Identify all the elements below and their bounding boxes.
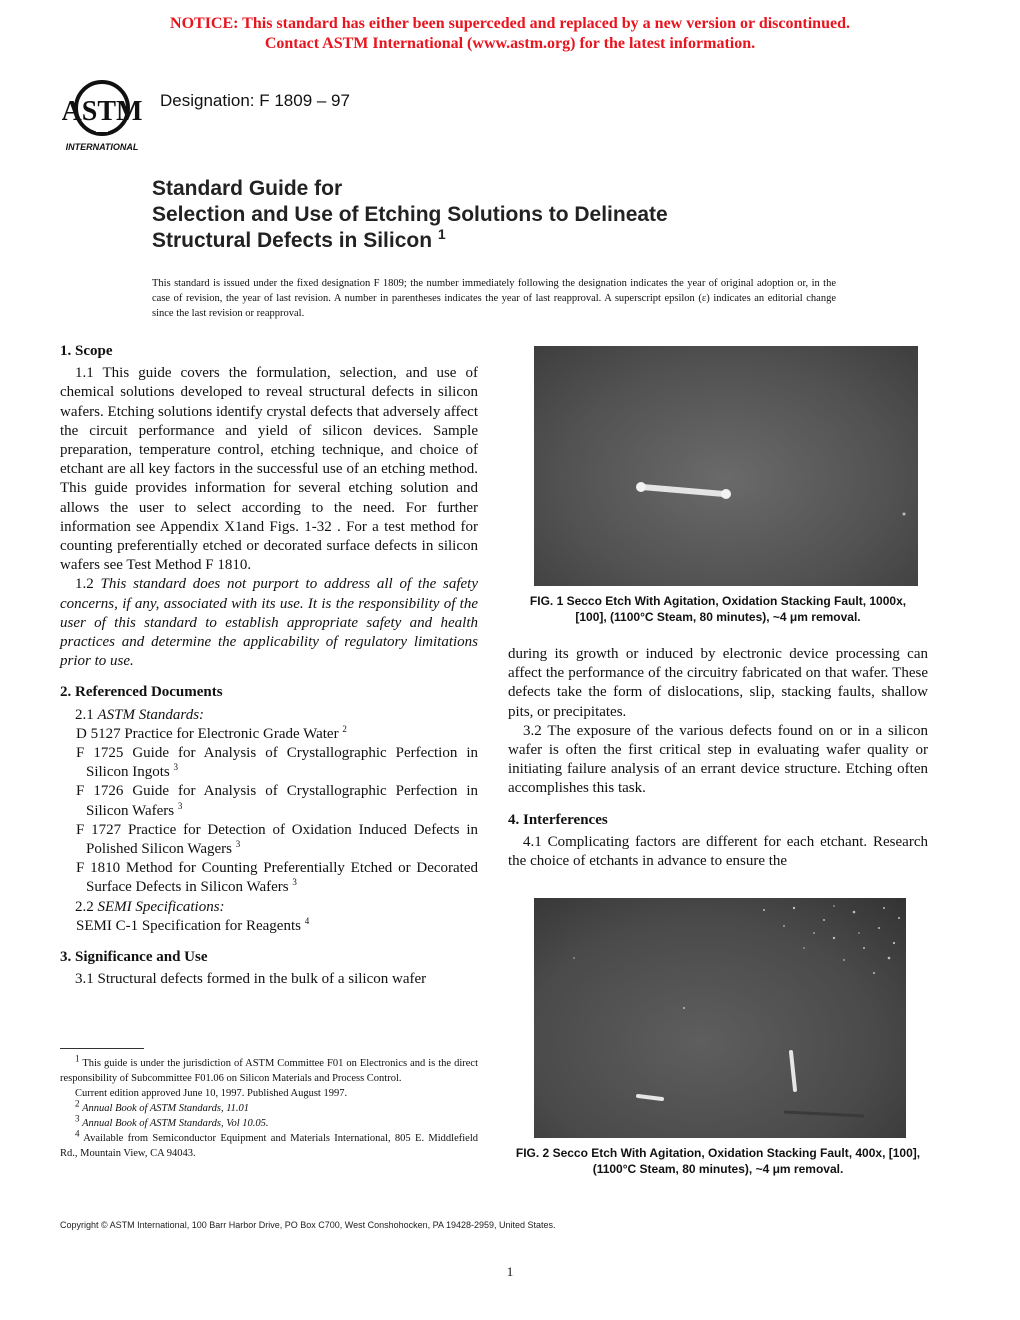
designation: Designation: F 1809 – 97	[160, 91, 350, 110]
semi-specifications-label: 2.2 SEMI Specifications:	[75, 898, 225, 915]
figure-2-caption: FIG. 2 Secco Etch With Agitation, Oxidation Stacking Fault, 400x, [100], (1100°C Steam, 80 minutes), ~4 μm removal.	[515, 1146, 921, 1176]
issue-note: This standard is issued under the fixed designation F 1809; the number immediately following the designation indicates the year of original adoption or, in the case of revision, the year of last revision. A number in parentheses indicates the year of last reapproval. A superscript epsilon (ε) indicates an editorial change since the last revision or reapproval.	[152, 278, 836, 319]
section-heading-interferences: 4. Interferences	[508, 811, 608, 828]
scope-paragraph-1: 1.1 This guide covers the formulation, selection, and use of chemical solutions developed to reveal structural defects in silicon wafers. Etching solutions identify crystal defects that adversely affect the circuit performance and yield of silicon devices. Sample preparation, temperature control, etching technique, and choice of etchant are all key factors in the successful use of an etching method. This guide provides information for several etching solution and allows the user to select according to the need. For further information see Appendix X1and Figs. 1-32 . For a test method for counting preferentially etched or decorated surface defects in silicon wafers see Test Method F 1810.	[60, 365, 478, 574]
copyright-line: Copyright © ASTM International, 100 Barr Harbor Drive, PO Box C700, West Conshohocken, PA 19428-2959, United States.	[60, 1220, 556, 1230]
discontinued-notice	[0, 14, 1020, 54]
astm-logo	[62, 76, 146, 152]
stacking-fault-icon	[534, 346, 918, 586]
section-heading-scope: 1. Scope	[60, 343, 113, 359]
footnote-1: $^1$ This guide is under the jurisdiction of ASTM Committee F01 on Electronics and is the direct responsibility of Subcommittee F01.06 on Silicon Materials and Process Control.	[60, 1053, 478, 1084]
title-line-2: Selection and Use of Etching Solutions to Delineate	[152, 203, 668, 226]
logo-wordmark: ASTM	[62, 96, 143, 127]
notice-line-2: Contact ASTM International (www.astm.org) for the latest information.	[264, 35, 756, 52]
significance-paragraph-2: 3.2 The exposure of the various defects found on or in a silicon wafer is often the first critical step in evaluating wafer quality or initiating failure analysis of an errant device structure. Etching often accomplishes this task.	[508, 722, 928, 797]
astm-standards-label: 2.1 ASTM Standards:	[75, 706, 205, 723]
left-column	[60, 342, 478, 990]
stacking-faults-icon	[534, 898, 906, 1138]
significance-paragraph-1: 3.1 Structural defects formed in the bulk of a silicon wafer	[75, 971, 427, 988]
footnote-3: $^3$ Annual Book of ASTM Standards, Vol 10.05.	[75, 1113, 269, 1129]
document-title	[152, 176, 668, 254]
section-heading-referenced: 2. Referenced Documents	[60, 684, 223, 701]
reference-item: F 1725 Guide for Analysis of Crystallographic Perfection in Silicon Ingots $^3$	[76, 745, 478, 781]
title-line-3: Structural Defects in Silicon $^1$	[152, 226, 446, 252]
logo-sub: INTERNATIONAL	[65, 142, 139, 152]
figure-2	[506, 898, 930, 1177]
reference-item: F 1727 Practice for Detection of Oxidation Induced Defects in Polished Silicon Wagers $^3$	[76, 821, 478, 858]
reference-item: D 5127 Practice for Electronic Grade Water $^2$	[76, 723, 347, 742]
interferences-paragraph-1: 4.1 Complicating factors are different for each etchant. Research the choice of etchants in advance to ensure the	[508, 833, 928, 870]
figure-2-micrograph	[534, 898, 906, 1138]
reference-item: F 1726 Guide for Analysis of Crystallographic Perfection in Silicon Wafers $^3$	[76, 783, 478, 819]
page-number: 1	[506, 1264, 514, 1279]
semi-reference-item: SEMI C-1 Specification for Reagents $^4$	[76, 915, 310, 934]
footnote-1-edition: Current edition approved June 10, 1997. Published August 1997.	[75, 1088, 348, 1099]
figure-1	[520, 346, 916, 625]
footnote-divider	[60, 1048, 144, 1049]
section-heading-significance: 3. Significance and Use	[60, 949, 208, 966]
astm-logo-icon	[62, 76, 146, 152]
reference-item: F 1810 Method for Counting Preferentially Etched or Decorated Surface Defects in Silicon Wafers $^3$	[76, 860, 478, 896]
title-line-1: Standard Guide for	[152, 177, 343, 200]
right-column	[508, 645, 928, 871]
footnote-4: $^4$ Available from Semiconductor Equipment and Materials International, 805 E. Middlefield Rd., Mountain View, CA 94043.	[60, 1128, 478, 1159]
notice-line-1: NOTICE: This standard has either been superceded and replaced by a new version or discontinued.	[170, 15, 850, 32]
figure-1-micrograph	[534, 346, 918, 586]
title-footnote-ref: 1	[437, 226, 446, 242]
scope-paragraph-2: 1.2 This standard does not purport to address all of the safety concerns, if any, associated with its use. It is the responsibility of the user of this standard to establish appropriate safety and health practices and determine the applicability of regulatory limitations prior to use.	[60, 576, 479, 670]
significance-paragraph-1-continued: during its growth or induced by electronic device processing can affect the performance of the circuitry fabricated on that wafer. These defects take the form of dislocations, slip, stacking faults, shallow pits, or precipitates.	[508, 646, 928, 720]
footnotes	[60, 1053, 478, 1161]
figure-1-caption: FIG. 1 Secco Etch With Agitation, Oxidation Stacking Fault, 1000x, [100], (1100°C Steam, 80 minutes), ~4 μm removal.	[529, 594, 907, 624]
footnote-2: $^2$ Annual Book of ASTM Standards, 11.01	[75, 1098, 250, 1114]
